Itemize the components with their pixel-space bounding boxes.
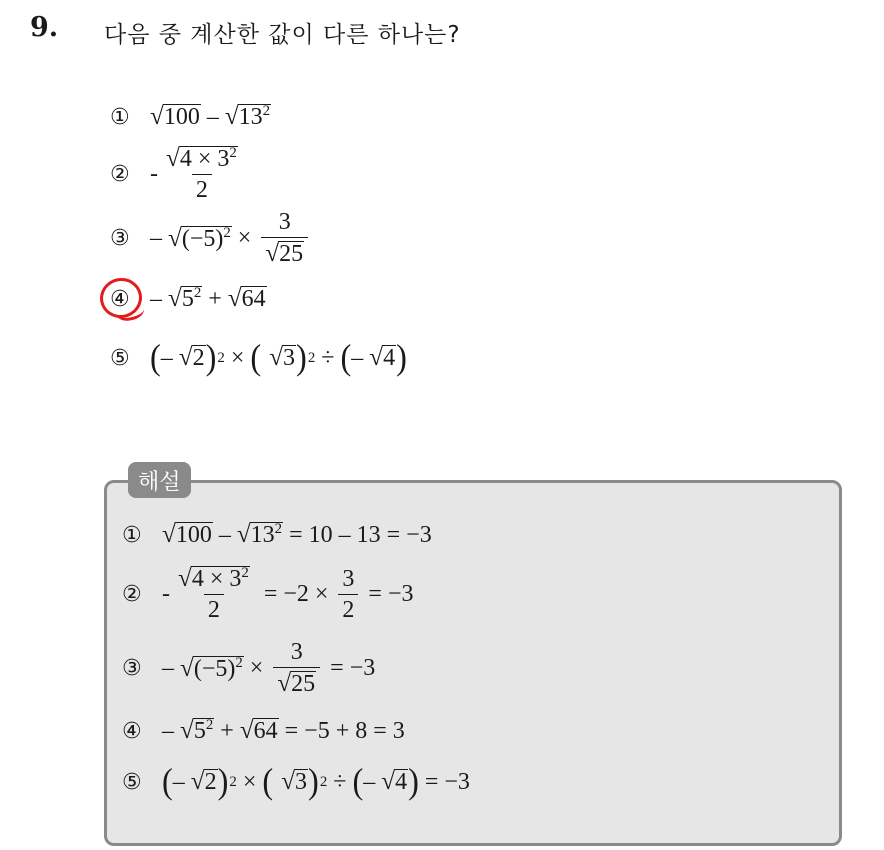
choice-5[interactable]: ⑤ ( – √ 2 ) 2 × ( √ 3 ) 2 ÷ ( – √ 4 ) [110, 338, 407, 378]
sqrt-64: √ 64 [227, 285, 266, 313]
negative-sign: – [150, 286, 162, 312]
choice-4-label: ④ [110, 287, 130, 312]
minus-sign: – [206, 104, 219, 130]
negative-sign: - [150, 161, 158, 188]
choice-1-label: ① [110, 105, 130, 130]
explanation-line-5: ⑤ ( – √ 2 ) 2 × ( √ 3 ) 2 ÷ ( – √ 4 ) = −3 [122, 762, 470, 802]
choice-3[interactable] [110, 210, 312, 267]
sqrt-13-squared: √ $13^2$ [224, 103, 271, 131]
question-number: 9. [30, 12, 59, 43]
fraction: √ $4 \times 3^2$ 2 [166, 145, 237, 204]
explanation-line-1: ① √ 100 – √ $13^2$ = 10 – 13 = −3 [122, 521, 432, 549]
explanation-tag: 해설 [128, 462, 191, 498]
fraction: 3 √ 25 [261, 210, 308, 267]
choice-2[interactable] [110, 146, 246, 203]
question-text: 다음 중 계산한 값이 다른 하나는? [104, 22, 461, 48]
sqrt-100: √ 100 [150, 103, 200, 131]
explanation-line-2: ② - √ $4 \times 3^2$ 2 = −2 × $\frac{3}{2}$ = −3 [122, 565, 414, 624]
explanation-line-4: ④ – √ $5^2$ + √ 64 = −5 + 8 = 3 [122, 717, 405, 745]
sqrt-5-squared: √ $5^2$ [168, 285, 202, 313]
explanation-line-3: ③ – √ $(-5)^2$ × 3 √ 25 = −3 [122, 639, 376, 698]
sqrt-neg5-squared: √ $(-5)^2$ [168, 224, 231, 252]
plus-sign: + [208, 286, 222, 312]
negative-sign: – [150, 225, 162, 252]
choice-1[interactable] [110, 104, 271, 131]
times-sign: × [237, 225, 252, 252]
choice-2-label: ② [110, 162, 130, 188]
answer-circle-mark [96, 274, 145, 322]
choice-5-label: ⑤ [110, 345, 130, 371]
choice-3-label: ③ [110, 226, 130, 252]
